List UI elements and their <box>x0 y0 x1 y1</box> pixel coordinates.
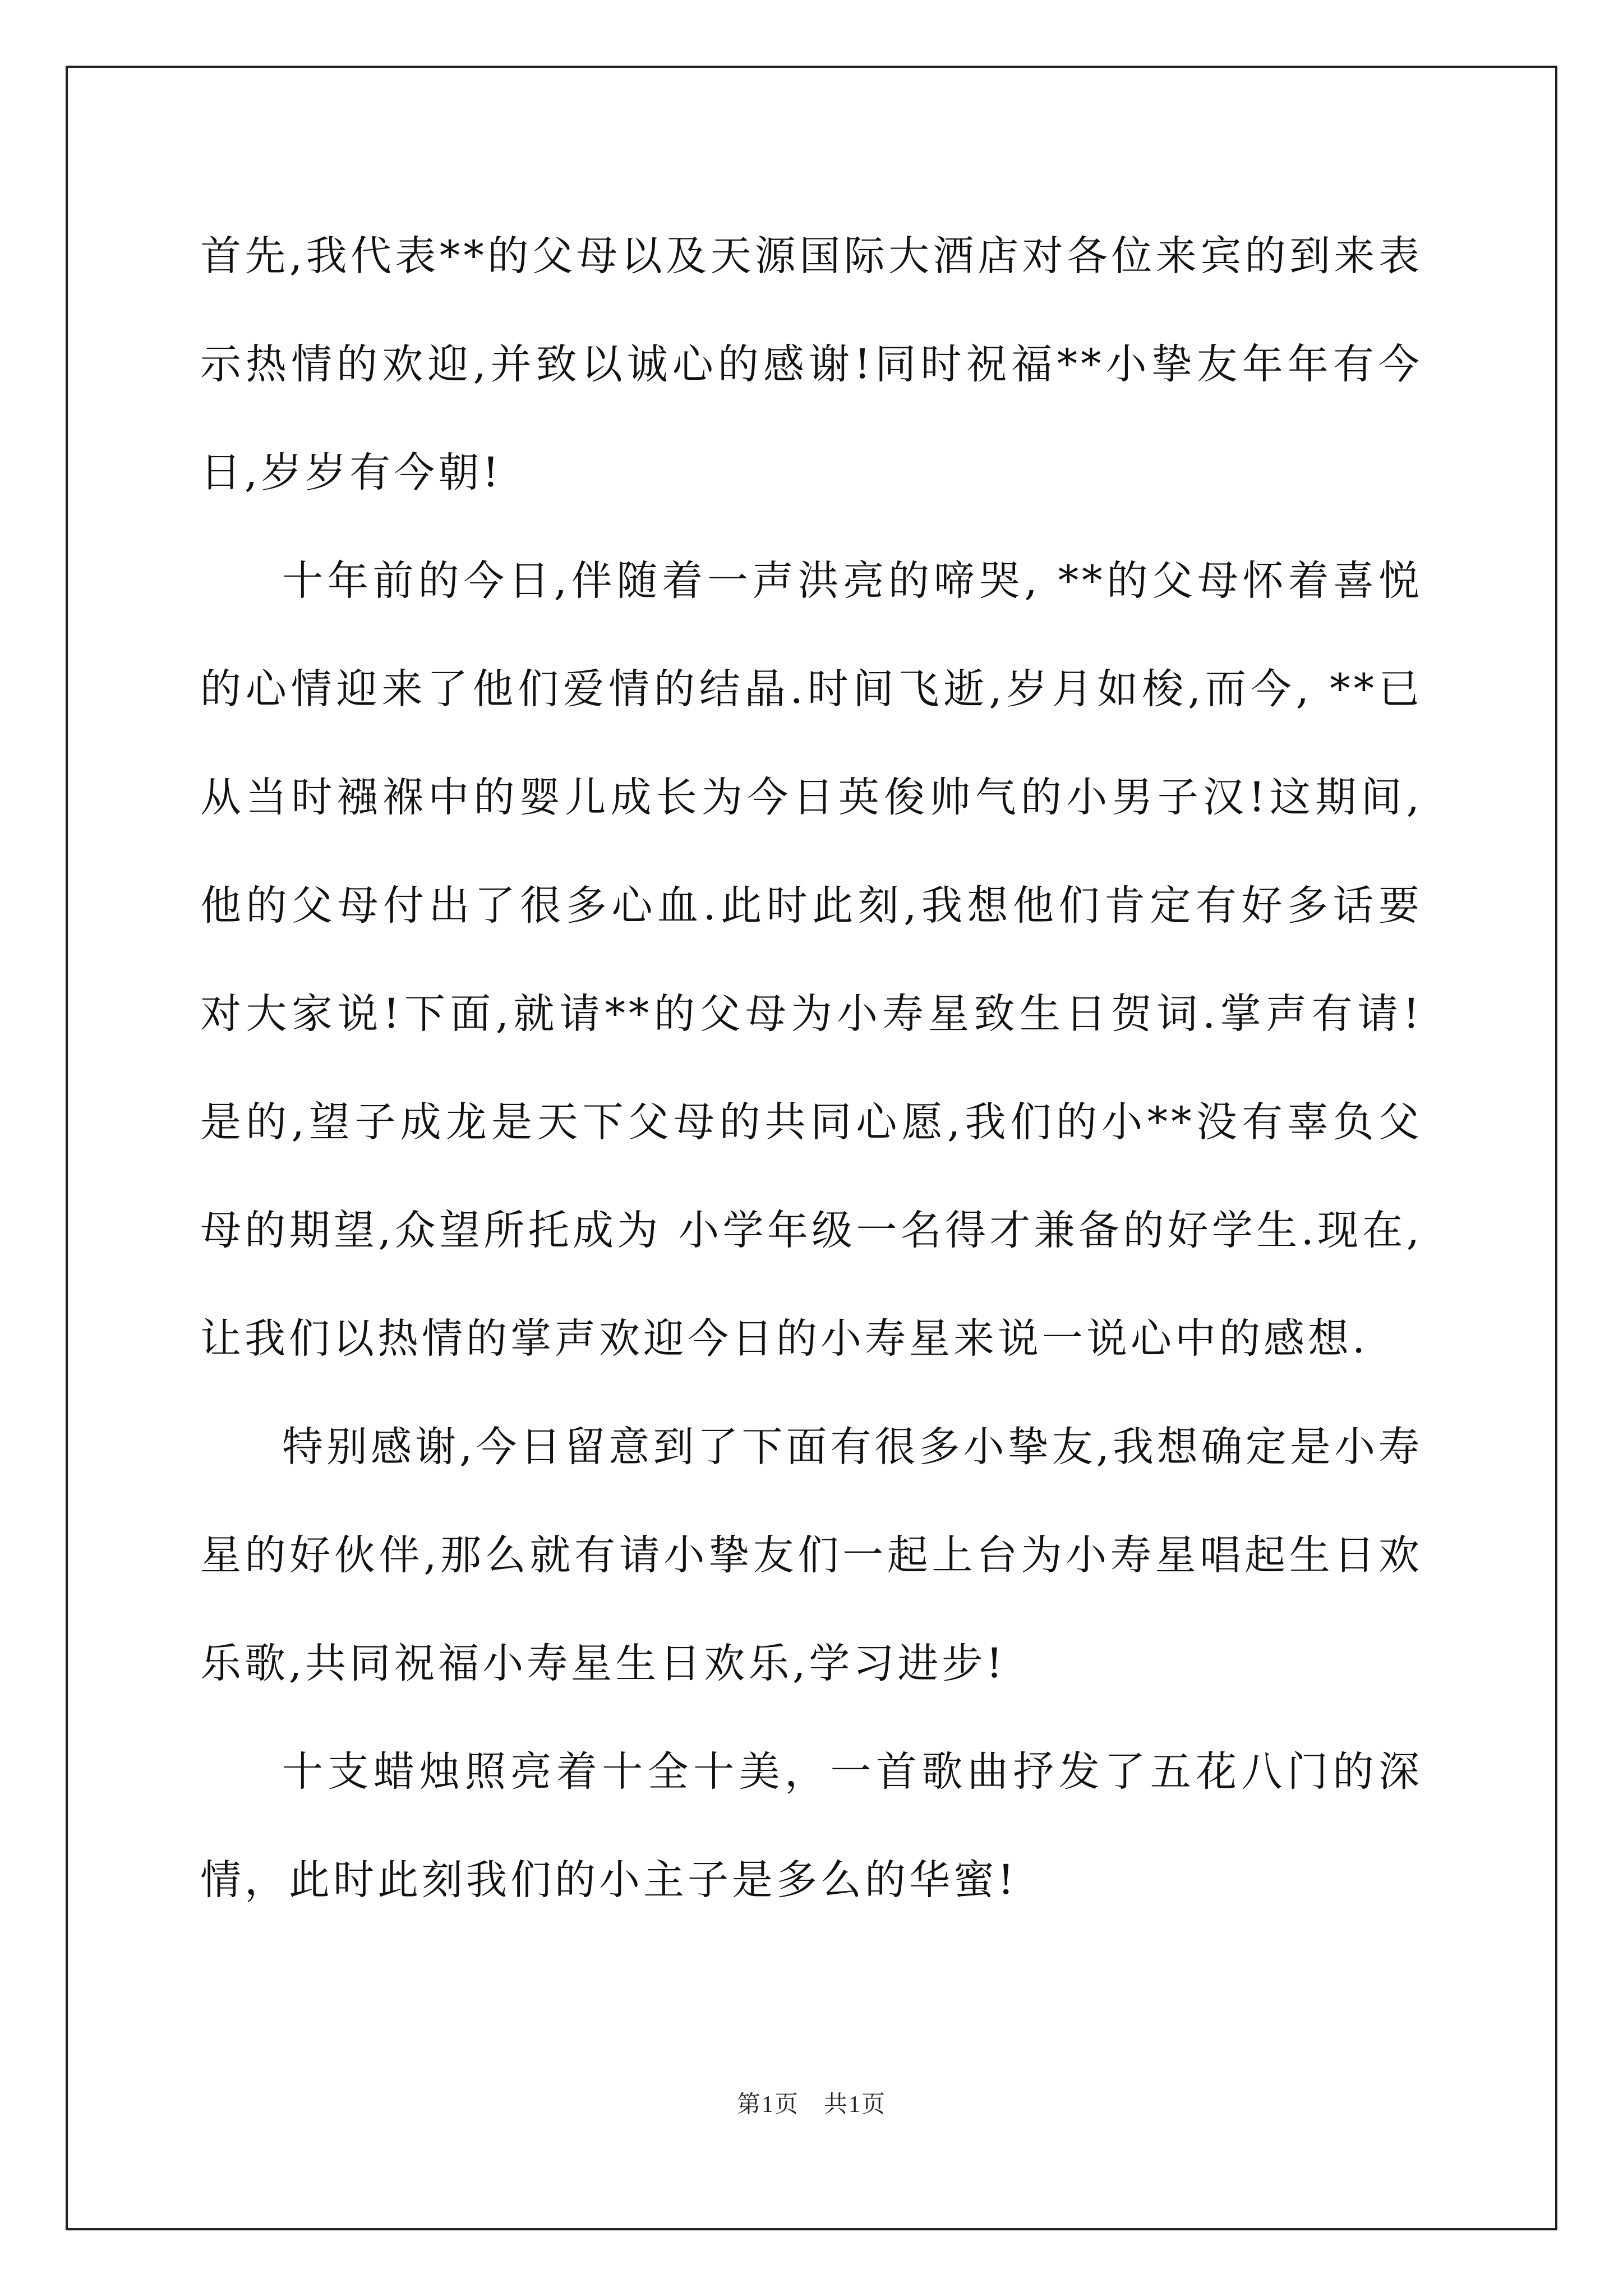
paragraph-ten-years-ago: 十年前的今日,伴随着一声洪亮的啼哭, **的父母怀着喜悦的心情迎来了他们爱情的结晶.时间飞逝,岁月如梭,而今, **已从当时襁褓中的婴儿成长为今日英俊帅气的小男子汉!这期间,他的父母付出了很多心血.此时此刻,我想他们肯定有好多话要对大家说!下面,就请**的父母为小寿星致生日贺词.掌声有请! 是的,望子成龙是天下父母的共同心愿,我们的小**没有辜负父母的期望,众望所托成为 小学年级一名得才兼备的好学生.现在,让我们以热情的掌声欢迎今日的小寿星来说一说心中的感想. <box>200 557 1423 1363</box>
paragraph-candles: 十支蜡烛照亮着十全十美，一首歌曲抒发了五花八门的深情，此时此刻我们的小主子是多么的华蜜! <box>200 1748 1423 1904</box>
page-number-footer: 第1页 共1页 <box>736 2092 886 2118</box>
paragraph-opening: 首先,我代表**的父母以及天源国际大酒店对各位来宾的到来表示热情的欢迎,并致以诚心的感谢!同时祝福**小挚友年年有今日,岁岁有今朝! <box>200 232 1423 496</box>
document-body <box>200 202 1423 1934</box>
paragraph-special-thanks: 特别感谢,今日留意到了下面有很多小挚友,我想确定是小寿星的好伙伴,那么就有请小挚友们一起上台为小寿星唱起生日欢乐歌,共同祝福小寿星生日欢乐,学习进步! <box>200 1423 1423 1687</box>
